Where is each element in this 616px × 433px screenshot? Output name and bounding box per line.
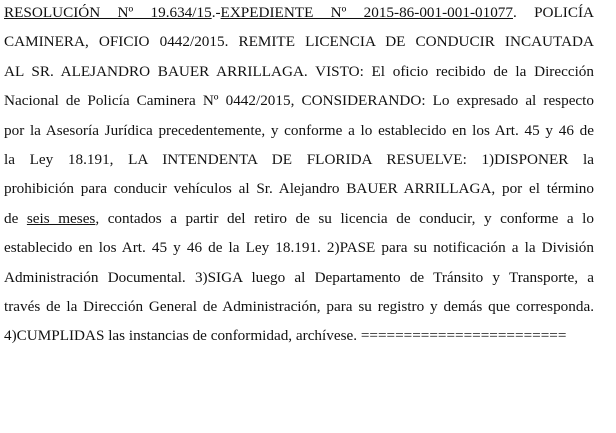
text-run: por la Asesoría Jurídica precedentemente, y conforme a lo establecido en los Art. 45 y 46 de — [4, 121, 594, 139]
text-run: de — [4, 209, 27, 227]
text-line — [4, 263, 594, 292]
text-run: CAMINERA, OFICIO 0442/2015. REMITE LICENCIA DE CONDUCIR INCAUTADA — [4, 33, 594, 51]
text-line — [4, 57, 594, 86]
document-body — [4, 0, 594, 351]
text-run: través de la Dirección General de Administración, para su registro y demás que corresponda. — [4, 297, 594, 315]
text-run: , contados a partir del retiro de su licencia de conducir, y conforme a lo — [95, 209, 594, 227]
text-run: prohibición para conducir vehículos al Sr. Alejandro BAUER ARRILLAGA, por el término — [4, 180, 594, 198]
text-line — [4, 116, 594, 145]
text-run: Administración Documental. 3)SIGA luego al Departamento de Tránsito y Transporte, a — [4, 268, 594, 286]
text-line — [4, 145, 594, 174]
text-line — [4, 292, 594, 321]
underlined-text: EXPEDIENTE Nº 2015-86-001-001-01077 — [220, 4, 513, 21]
text-run: 4)CUMPLIDAS las instancias de conformidad, archívese. ======================== — [4, 327, 567, 345]
text-line — [4, 233, 594, 262]
text-line — [4, 174, 594, 203]
text-line — [4, 0, 594, 27]
text-run: . POLICÍA — [512, 4, 594, 21]
text-line — [4, 86, 594, 115]
text-run: Nacional de Policía Caminera Nº 0442/2015, CONSIDERANDO: Lo expresado al respecto — [4, 92, 594, 110]
text-run: establecido en los Art. 45 y 46 de la Ley 18.191. 2)PASE para su notificación a la División — [4, 239, 594, 257]
text-line — [4, 27, 594, 56]
underlined-text: RESOLUCIÓN Nº 19.634/15 — [4, 4, 212, 21]
text-line — [4, 321, 594, 350]
text-run: .- — [211, 4, 221, 21]
text-run: AL SR. ALEJANDRO BAUER ARRILLAGA. VISTO: El oficio recibido de la Dirección — [4, 62, 594, 80]
underlined-text: seis meses — [26, 209, 96, 227]
text-line — [4, 204, 594, 233]
text-run: la Ley 18.191, LA INTENDENTA DE FLORIDA RESUELVE: 1)DISPONER la — [4, 150, 594, 168]
